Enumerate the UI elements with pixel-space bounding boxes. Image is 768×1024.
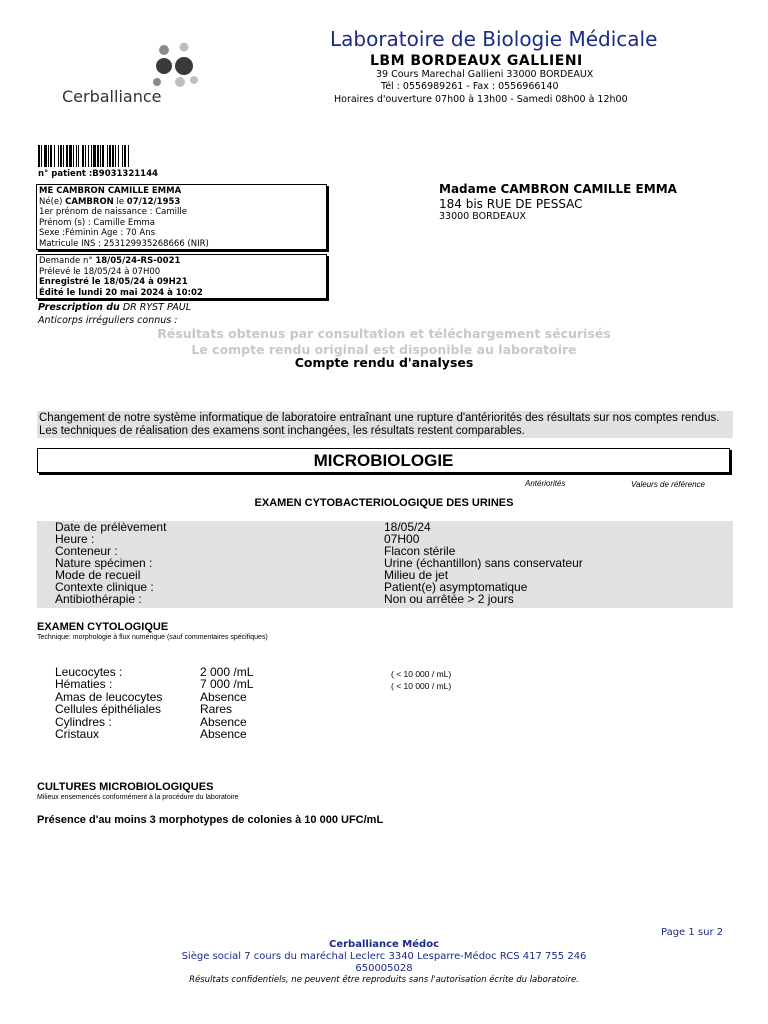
specimen-value: 18/05/24 (384, 520, 431, 534)
cultures-title: CULTURES MICROBIOLOGIQUES (37, 781, 214, 793)
watermark-line2: Le compte rendu original est disponible au laboratoire (191, 342, 577, 357)
edited-date: Édité le lundi 20 mai 2024 à 10:02 (39, 287, 203, 298)
barcode-bar (78, 145, 79, 167)
cytology-reference: ( < 10 000 / mL) (391, 681, 452, 692)
born-date: 07/12/1953 (126, 196, 181, 207)
barcode-bar (63, 145, 64, 167)
barcode-bar (112, 145, 114, 167)
barcode-bar (97, 145, 99, 167)
barcode-bar (38, 145, 40, 167)
specimen-row (37, 593, 733, 605)
specimen-label: Mode de recueil (55, 568, 141, 582)
barcode-bar (91, 145, 92, 167)
specimen-value: Patient(e) asymptomatique (384, 580, 528, 594)
recipient-city: 33000 BORDEAUX (439, 211, 526, 222)
barcode-bar (82, 145, 84, 167)
barcode-bar (44, 145, 47, 167)
prescription-label: Prescription du (38, 302, 120, 313)
born-mid: le (113, 196, 127, 207)
patient-first-name-birth: 1er prénom de naissance : Camille (39, 207, 187, 217)
cytology-label: Cylindres : (55, 714, 112, 729)
specimen-value: 07H00 (384, 532, 420, 546)
cytology-label: Cellules épithéliales (55, 702, 162, 717)
demand-prefix: Demande n° (39, 256, 96, 266)
cytology-value: 2 000 /mL (200, 665, 254, 679)
patient-ins: Matricule INS : 253129935268666 (NIR) (39, 238, 209, 249)
barcode-bar (60, 145, 62, 167)
footer-seat: Siège social 7 cours du maréchal Leclerc 3340 Lesparre-Médoc RCS 417 755 246 (181, 951, 587, 962)
barcode-bar (124, 145, 126, 167)
cultures-subtitle: Milieux ensemencés conformément à la procédure du laboratoire (37, 794, 239, 801)
cytology-value: Absence (200, 689, 247, 704)
barcode-bar (128, 145, 129, 167)
lab-hours: Horaires d'ouverture 07h00 à 13h00 - Samedi 08h00 à 12h00 (334, 94, 628, 105)
cytology-row (0, 703, 768, 715)
cerballiance-logo (60, 36, 210, 106)
barcode-bar (54, 145, 55, 167)
cytology-row (0, 691, 768, 703)
brand-name: Cerballiance (62, 87, 162, 106)
specimen-value: Urine (échantillon) sans conservateur (384, 556, 583, 570)
barcode-bar (76, 145, 77, 167)
cytology-row (0, 728, 768, 740)
barcode-bar (50, 145, 52, 167)
barcode-bar (58, 145, 59, 167)
barcode-bar (66, 145, 68, 167)
demand-value: 18/05/24-RS-0021 (95, 256, 181, 266)
antibodies-line: Anticorps irréguliers connus : (38, 315, 178, 326)
cytology-title: EXAMEN CYTOLOGIQUE (37, 621, 169, 633)
patient-first-names: Prénom (s) : Camille Emma (39, 217, 155, 228)
born-prefix: Né(e) (39, 196, 66, 207)
cytology-row (0, 678, 768, 690)
specimen-label: Date de prélèvement (55, 520, 167, 534)
notice-line2: Les techniques de réalisation des examens sont inchangées, les résultats restent comparables. (39, 424, 525, 437)
cytology-label: Cristaux (55, 727, 100, 741)
specimen-table (37, 521, 733, 608)
born-name: CAMBRON (65, 196, 114, 207)
col-header-reference: Valeurs de référence (631, 480, 705, 489)
barcode-bar (100, 145, 101, 167)
patient-box (36, 184, 327, 250)
barcode-bar (115, 145, 116, 167)
patient-number: n° patient :B9031321144 (38, 169, 158, 179)
footer-code: 650005028 (355, 963, 413, 974)
barcode-bar (118, 145, 119, 167)
barcode-bar (102, 145, 104, 167)
barcode-bar (122, 145, 123, 167)
barcode-bar (109, 145, 111, 167)
footer-confidential: Résultats confidentiels, ne peuvent être reproduits sans l'autorisation écrite du laboratoire. (189, 975, 579, 985)
barcode-bar (85, 145, 86, 167)
demand-number (39, 256, 324, 267)
lab-title: Laboratoire de Biologie Médicale (330, 27, 658, 51)
cytology-value: 7 000 /mL (200, 677, 254, 692)
cytology-value: Absence (200, 714, 247, 729)
cytology-label: Leucocytes : (55, 665, 123, 679)
section-title: MICROBIOLOGIE (313, 451, 454, 470)
specimen-label: Contexte clinique : (55, 580, 154, 594)
cytology-row (0, 666, 768, 678)
exam-title: EXAMEN CYTOBACTERIOLOGIQUE DES URINES (254, 497, 514, 509)
patient-name: ME CAMBRON CAMILLE EMMA (39, 186, 182, 196)
watermark-line1: Résultats obtenus par consultation et téléchargement sécurisés (157, 326, 611, 341)
cytology-label: Amas de leucocytes (55, 689, 163, 704)
system-notice (37, 411, 733, 438)
specimen-label: Conteneur : (55, 544, 118, 558)
recipient-street: 184 bis RUE DE PESSAC (439, 197, 583, 211)
prescription-doctor: DR RYST PAUL (119, 302, 192, 313)
barcode-bar (69, 145, 72, 167)
lab-address: 39 Cours Marechal Gallieni 33000 BORDEAUX (376, 69, 594, 80)
barcode-bar (107, 145, 108, 167)
registered-date: Enregistré le 18/05/24 à 09H21 (39, 277, 188, 287)
lab-name: LBM BORDEAUX GALLIENI (370, 53, 583, 69)
specimen-label: Antibiothérapie : (55, 592, 142, 606)
request-box (36, 254, 327, 299)
footer-company: Cerballiance Médoc (329, 939, 439, 950)
specimen-label: Heure : (55, 532, 95, 546)
col-header-previous: Antériorités (525, 479, 566, 488)
notice-line1: Changement de notre système informatique de laboratoire entraînant une rupture d'antériorités des résultats sur nos comptes rendus. (39, 412, 720, 424)
lab-phone: Tél : 0556989261 - Fax : 0556966140 (381, 81, 559, 92)
cytology-value: Absence (200, 727, 247, 741)
specimen-value: Flacon stérile (384, 544, 456, 558)
report-title: Compte rendu d'analyses (294, 355, 474, 370)
cytology-label: Hématies : (55, 677, 113, 692)
page-number: Page 1 sur 2 (661, 927, 724, 938)
barcode-bar (41, 145, 42, 167)
sampled-date: Prélevé le 18/05/24 à 07H00 (39, 266, 161, 277)
cytology-row (0, 716, 768, 728)
barcode-bar (88, 145, 89, 167)
cytology-technique: Technique: morphologie à flux numérique (sauf commentaires spécifiques) (37, 634, 268, 641)
barcode-icon (38, 145, 168, 167)
barcode-bar (48, 145, 49, 167)
prescription-line (38, 302, 191, 313)
barcode (38, 145, 168, 167)
barcode-bar (93, 145, 96, 167)
recipient-name: Madame CAMBRON CAMILLE EMMA (439, 182, 677, 196)
section-header (37, 448, 730, 473)
patient-sex-age: Sexe :Féminin Age : 70 Ans (39, 228, 156, 238)
cultures-result: Présence d'au moins 3 morphotypes de colonies à 10 000 UFC/mL (37, 814, 384, 826)
patient-born (39, 197, 324, 208)
cytology-reference: ( < 10 000 / mL) (391, 669, 452, 679)
specimen-value: Milieu de jet (384, 568, 449, 582)
specimen-value: Non ou arrêtée > 2 jours (384, 592, 514, 606)
cytology-value: Rares (200, 702, 233, 717)
specimen-label: Nature spécimen : (55, 556, 153, 570)
barcode-bar (73, 145, 74, 167)
